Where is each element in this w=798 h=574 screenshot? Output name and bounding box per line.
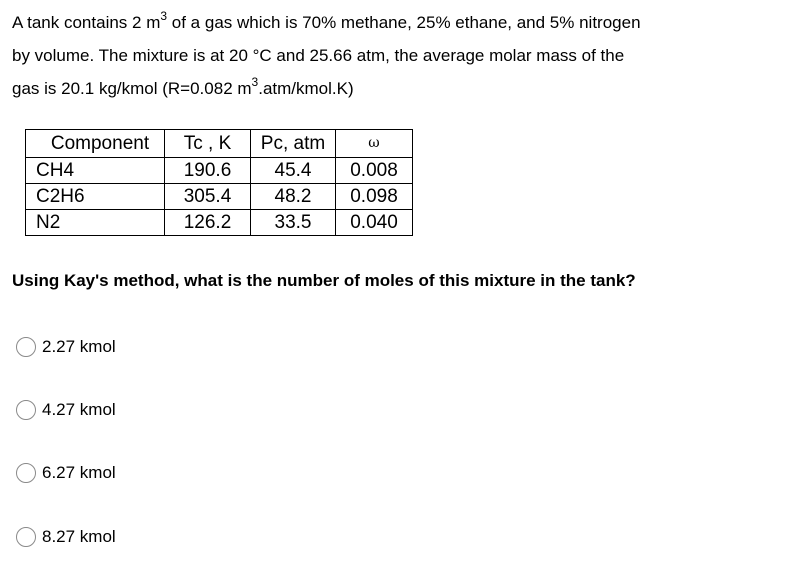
header-omega: ω [336, 130, 413, 158]
pc-cell: 45.4 [251, 158, 336, 184]
option-c-label[interactable]: 6.27 kmol [42, 463, 116, 482]
question-text: Using Kay's method, what is the number of moles of this mixture in the tank? [12, 271, 636, 290]
table-header-row [26, 130, 413, 158]
properties-table [25, 129, 413, 236]
option-d[interactable] [16, 527, 116, 547]
table-row [26, 158, 413, 184]
radio-button-d[interactable] [16, 527, 36, 547]
problem-line-3b: .atm/kmol.K) [258, 79, 354, 98]
pc-cell: 48.2 [251, 184, 336, 210]
table-row [26, 184, 413, 210]
problem-line-2: by volume. The mixture is at 20 °C and 25.66 atm, the average molar mass of the [12, 46, 625, 65]
radio-button-b[interactable] [16, 400, 36, 420]
tc-cell: 190.6 [165, 158, 251, 184]
tc-cell: 305.4 [165, 184, 251, 210]
problem-line-1b: of a gas which is 70% methane, 25% ethane, and 5% nitrogen [167, 13, 641, 32]
tc-cell: 126.2 [165, 210, 251, 236]
header-tc: Tc , K [165, 130, 251, 158]
header-pc: Pc, atm [251, 130, 336, 158]
pc-cell: 33.5 [251, 210, 336, 236]
component-cell: N2 [26, 210, 165, 236]
option-b-label[interactable]: 4.27 kmol [42, 400, 116, 419]
option-b[interactable] [16, 400, 116, 420]
radio-button-c[interactable] [16, 463, 36, 483]
component-cell: CH4 [26, 158, 165, 184]
option-c[interactable] [16, 463, 116, 483]
radio-button-a[interactable] [16, 337, 36, 357]
problem-line-3a: gas is 20.1 kg/kmol (R=0.082 m [12, 79, 252, 98]
component-cell: C2H6 [26, 184, 165, 210]
table-row [26, 210, 413, 236]
header-component: Component [26, 130, 165, 158]
option-a-label[interactable]: 2.27 kmol [42, 337, 116, 356]
omega-cell: 0.040 [336, 210, 413, 236]
problem-statement [12, 6, 792, 105]
problem-line-1a: A tank contains 2 m [12, 13, 161, 32]
superscript-3: 3 [160, 9, 168, 24]
omega-cell: 0.098 [336, 184, 413, 210]
option-d-label[interactable]: 8.27 kmol [42, 527, 116, 546]
omega-cell: 0.008 [336, 158, 413, 184]
superscript-3: 3 [251, 75, 259, 90]
option-a[interactable] [16, 337, 116, 357]
